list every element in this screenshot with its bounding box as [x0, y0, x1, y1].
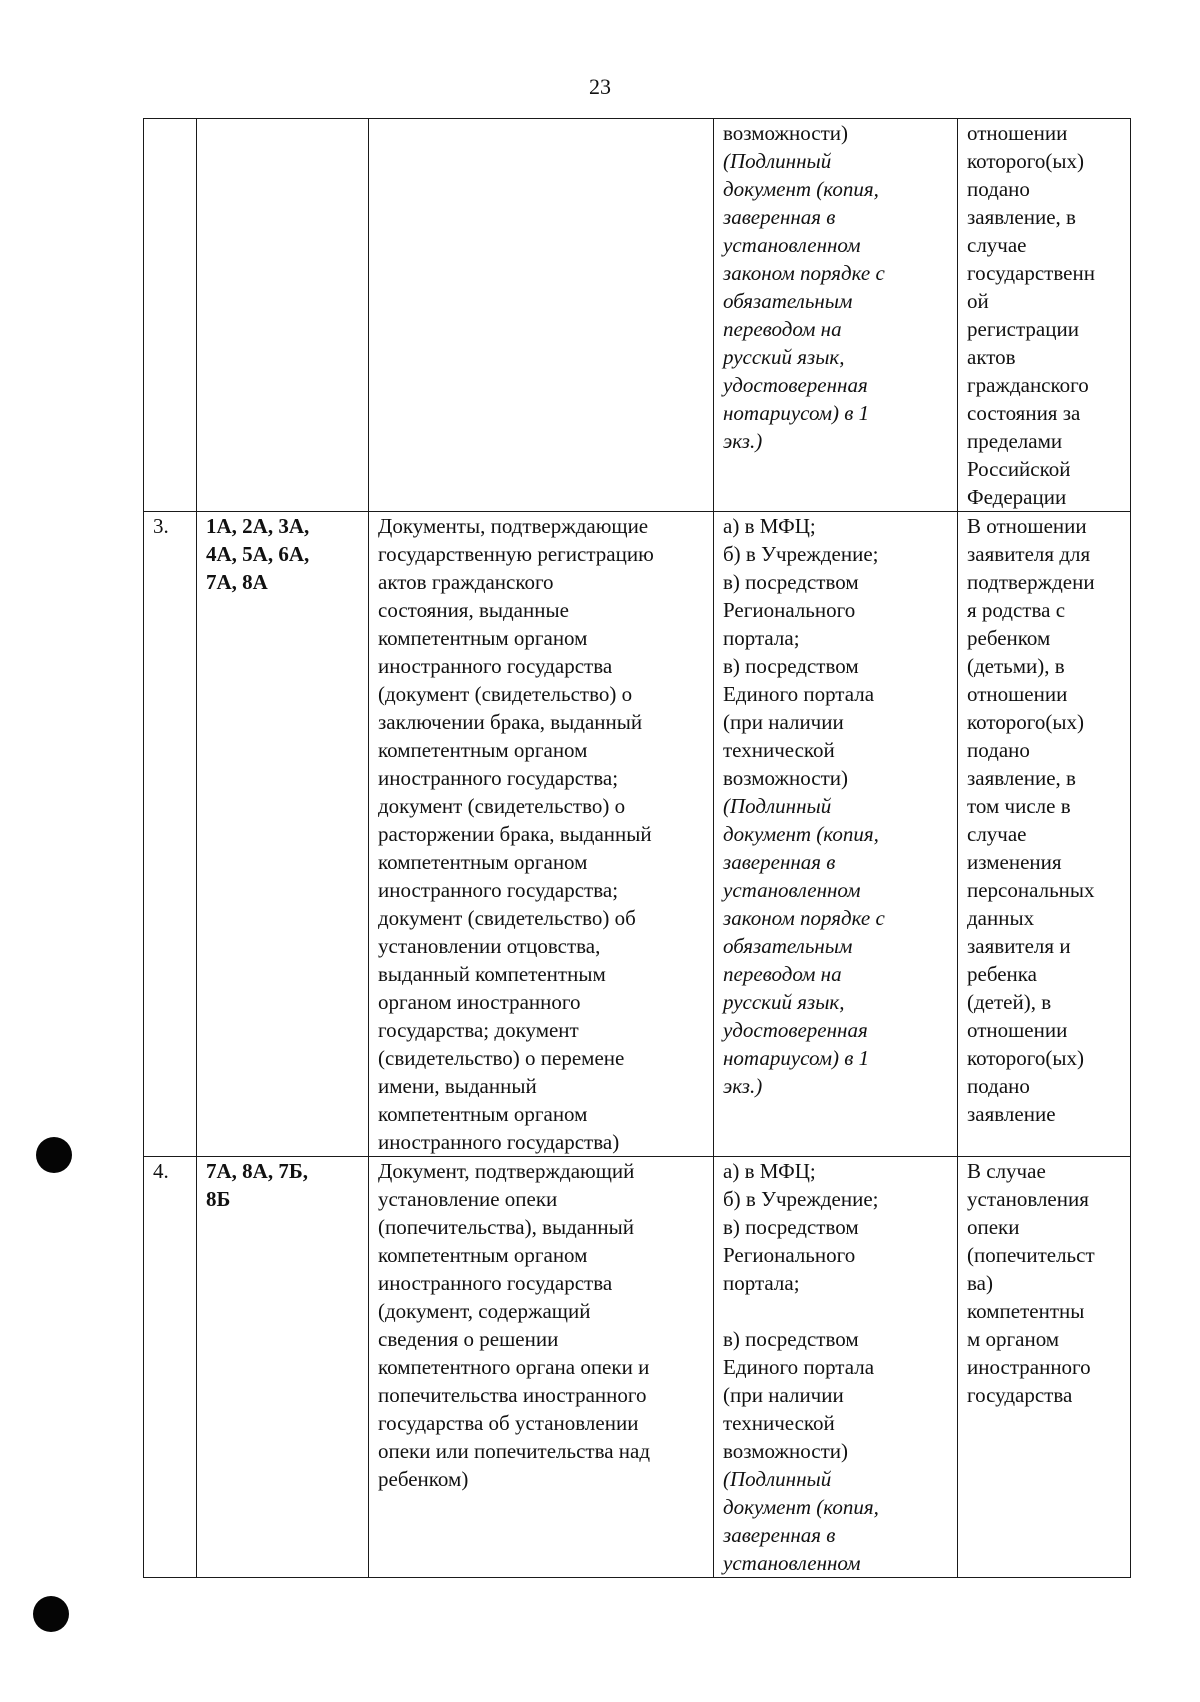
submission-way-cell [714, 1157, 958, 1578]
condition-cell: отношении которого(ых) подано заявление, в случае государственн ой регистрации актов гражданского состояния за пределами Российской Федерации [958, 119, 1131, 512]
row-number-cell [144, 119, 197, 512]
submission-way-text: а) в МФЦ; б) в Учреждение; в) посредством Регионального портала; [723, 1159, 879, 1295]
condition-cell: В отношении заявителя для подтверждени я родства с ребенком (детьми), в отношении которого(ых) подано заявление, в том числе в случае изменения персональных данных заявителя и ребенка (детей), в отношении которого(ых) подано заявление [958, 512, 1131, 1157]
submission-way-cell [714, 512, 958, 1157]
submission-way-cell [714, 119, 958, 512]
table-row-continuation [144, 119, 1131, 512]
categories-cell: 1А, 2А, 3А, 4А, 5А, 6А, 7А, 8А [197, 512, 369, 1157]
submission-way-text: возможности) [723, 121, 849, 145]
row-number-cell: 4. [144, 1157, 197, 1578]
submission-way-text: в) посредством Единого портала (при наличии технической возможности) [723, 1327, 875, 1463]
condition-cell: В случае установления опеки (попечительст ва) компетентны м органом иностранного государства [958, 1157, 1131, 1578]
table-row [144, 1157, 1131, 1578]
submission-note-text: (Подлинный документ (копия, заверенная в установленном законом порядке с обязательным переводом на русский язык, удостоверенная нотариусом) в 1 экз.) [723, 149, 885, 453]
document-cell: Документ, подтверждающий установление опеки (попечительства), выданный компетентным органом иностранного государства (документ, содержащий сведения о решении компетентного органа опеки и попечительства иностранного государства об установлении опеки или попечительства над ребенком) [369, 1157, 714, 1578]
categories-cell [197, 119, 369, 512]
blank-line [723, 1297, 953, 1325]
table-row [144, 512, 1131, 1157]
row-number-cell: 3. [144, 512, 197, 1157]
page-number: 23 [589, 74, 611, 99]
submission-way-text: а) в МФЦ; б) в Учреждение; в) посредством Регионального портала; в) посредством Единого портала (при наличии технической возможности) [723, 514, 879, 790]
submission-note-text: (Подлинный документ (копия, заверенная в установленном [723, 1467, 879, 1575]
submission-note-text: (Подлинный документ (копия, заверенная в установленном законом порядке с обязательным переводом на русский язык, удостоверенная нотариусом) в 1 экз.) [723, 794, 885, 1098]
categories-cell: 7А, 8А, 7Б, 8Б [197, 1157, 369, 1578]
document-cell [369, 119, 714, 512]
punch-hole-mark [36, 1137, 72, 1173]
requirements-table [143, 118, 1131, 1578]
punch-hole-mark [33, 1596, 69, 1632]
document-cell: Документы, подтверждающие государственную регистрацию актов гражданского состояния, выданные компетентным органом иностранного государства (документ (свидетельство) о заключении брака, выданный компетентным органом иностранного государства; документ (свидетельство) о расторжении брака, выданный компетентным органом иностранного государства; документ (свидетельство) об установлении отцовства, выданный компетентным органом иностранного государства; документ (свидетельство) о перемене имени, выданный компетентным органом иностранного государства) [369, 512, 714, 1157]
